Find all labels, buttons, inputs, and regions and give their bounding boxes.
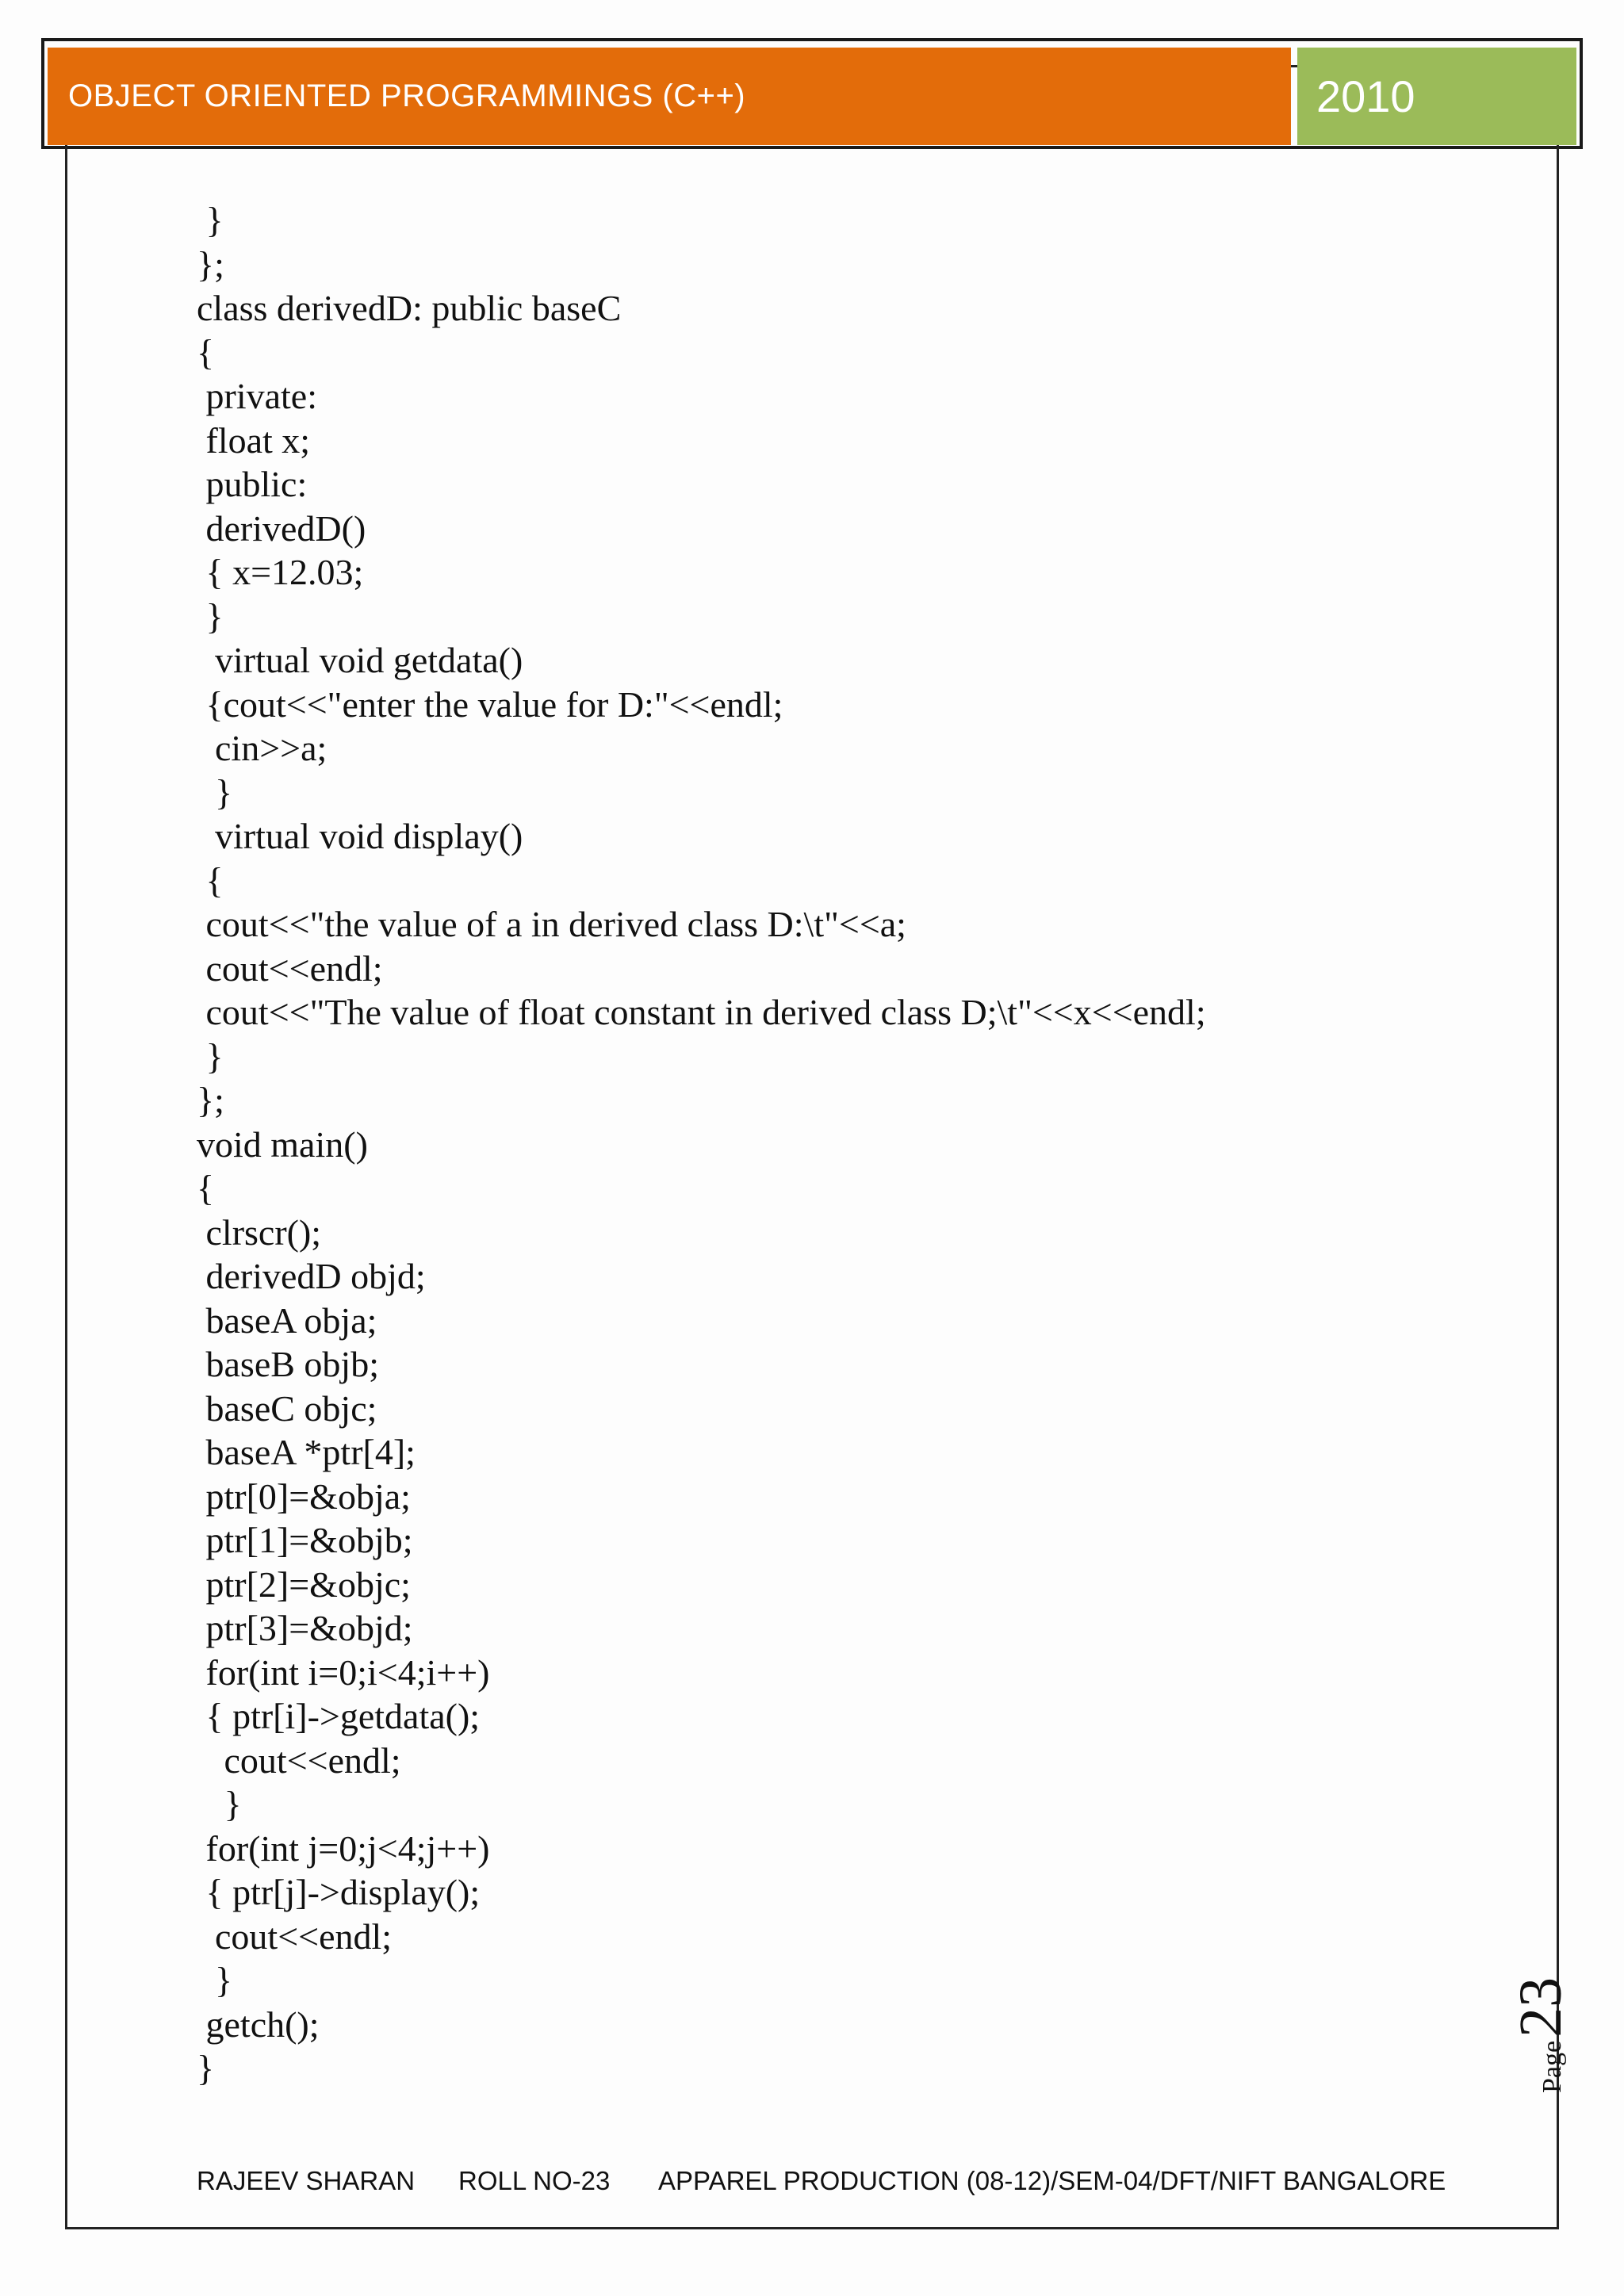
code-line: { (197, 859, 224, 901)
code-line: { x=12.03; (197, 552, 364, 592)
code-line: ptr[1]=&objb; (197, 1520, 413, 1560)
code-line: } (197, 771, 233, 813)
code-line: for(int i=0;i<4;i++) (197, 1651, 490, 1693)
code-line: ptr[0]=&obja; (197, 1475, 411, 1517)
code-line: ptr[3]=&objd; (197, 1608, 413, 1648)
document-year: 2010 (1316, 71, 1415, 121)
code-line: } (197, 1035, 224, 1077)
code-line: cout<<"the value of a in derived class D:\t"<<a; (197, 904, 906, 944)
code-line: { ptr[i]->getdata(); (197, 1696, 481, 1736)
code-line: cout<<endl; (197, 1915, 393, 1957)
code-line: baseA *ptr[4]; (197, 1432, 416, 1472)
page-number (1507, 1977, 1576, 2093)
code-line: derivedD() (197, 507, 366, 549)
code-line: ptr[2]=&objc; (197, 1563, 411, 1605)
code-line: cout<<endl; (197, 1739, 401, 1781)
footer-author: RAJEEV SHARAN (197, 2166, 416, 2195)
code-line: } (197, 595, 224, 637)
code-line: void main() (197, 1123, 368, 1165)
code-line: cout<<"The value of float constant in derived class D;\t"<<x<<endl; (197, 992, 1206, 1032)
code-line: baseA obja; (197, 1299, 377, 1341)
page-label: Page (1538, 2040, 1567, 2093)
code-line: float x; (197, 419, 311, 461)
code-line: } (197, 200, 224, 240)
code-line: virtual void display() (197, 816, 523, 856)
code-line: {cout<<"enter the value for D:"<<endl; (197, 683, 783, 725)
code-line: baseB objb; (197, 1344, 379, 1384)
code-line: cin>>a; (197, 728, 327, 768)
code-line: for(int j=0;j<4;j++) (197, 1827, 490, 1869)
document-title: OBJECT ORIENTED PROGRAMMINGS (C++) (68, 78, 746, 113)
code-line: baseC objc; (197, 1387, 377, 1429)
code-line: clrscr(); (197, 1211, 322, 1253)
code-listing (197, 198, 1386, 2091)
code-line: } (197, 1784, 242, 1824)
page-number-value: 23 (1507, 1976, 1574, 2038)
document-title-bar (48, 48, 1291, 145)
code-line: { (197, 331, 215, 373)
code-line: } (197, 2048, 215, 2088)
code-line: private: (197, 376, 317, 416)
code-line: { ptr[j]->display(); (197, 1872, 481, 1912)
year-box (1297, 48, 1576, 145)
code-line: public: (197, 464, 308, 504)
code-line: { (197, 1168, 215, 1208)
code-line: class derivedD: public baseC (197, 288, 622, 328)
code-line: cout<<endl; (197, 947, 383, 989)
code-line: derivedD objd; (197, 1256, 426, 1296)
code-line: getch(); (197, 2003, 320, 2045)
code-line: virtual void getdata() (197, 640, 523, 680)
code-line: }; (197, 243, 224, 285)
footer-roll: ROLL NO-23 (458, 2166, 611, 2195)
code-line: } (197, 1960, 233, 2000)
code-line: }; (197, 1080, 224, 1120)
footer-course: APPAREL PRODUCTION (08-12)/SEM-04/DFT/NIFT BANGALORE (658, 2166, 1446, 2195)
